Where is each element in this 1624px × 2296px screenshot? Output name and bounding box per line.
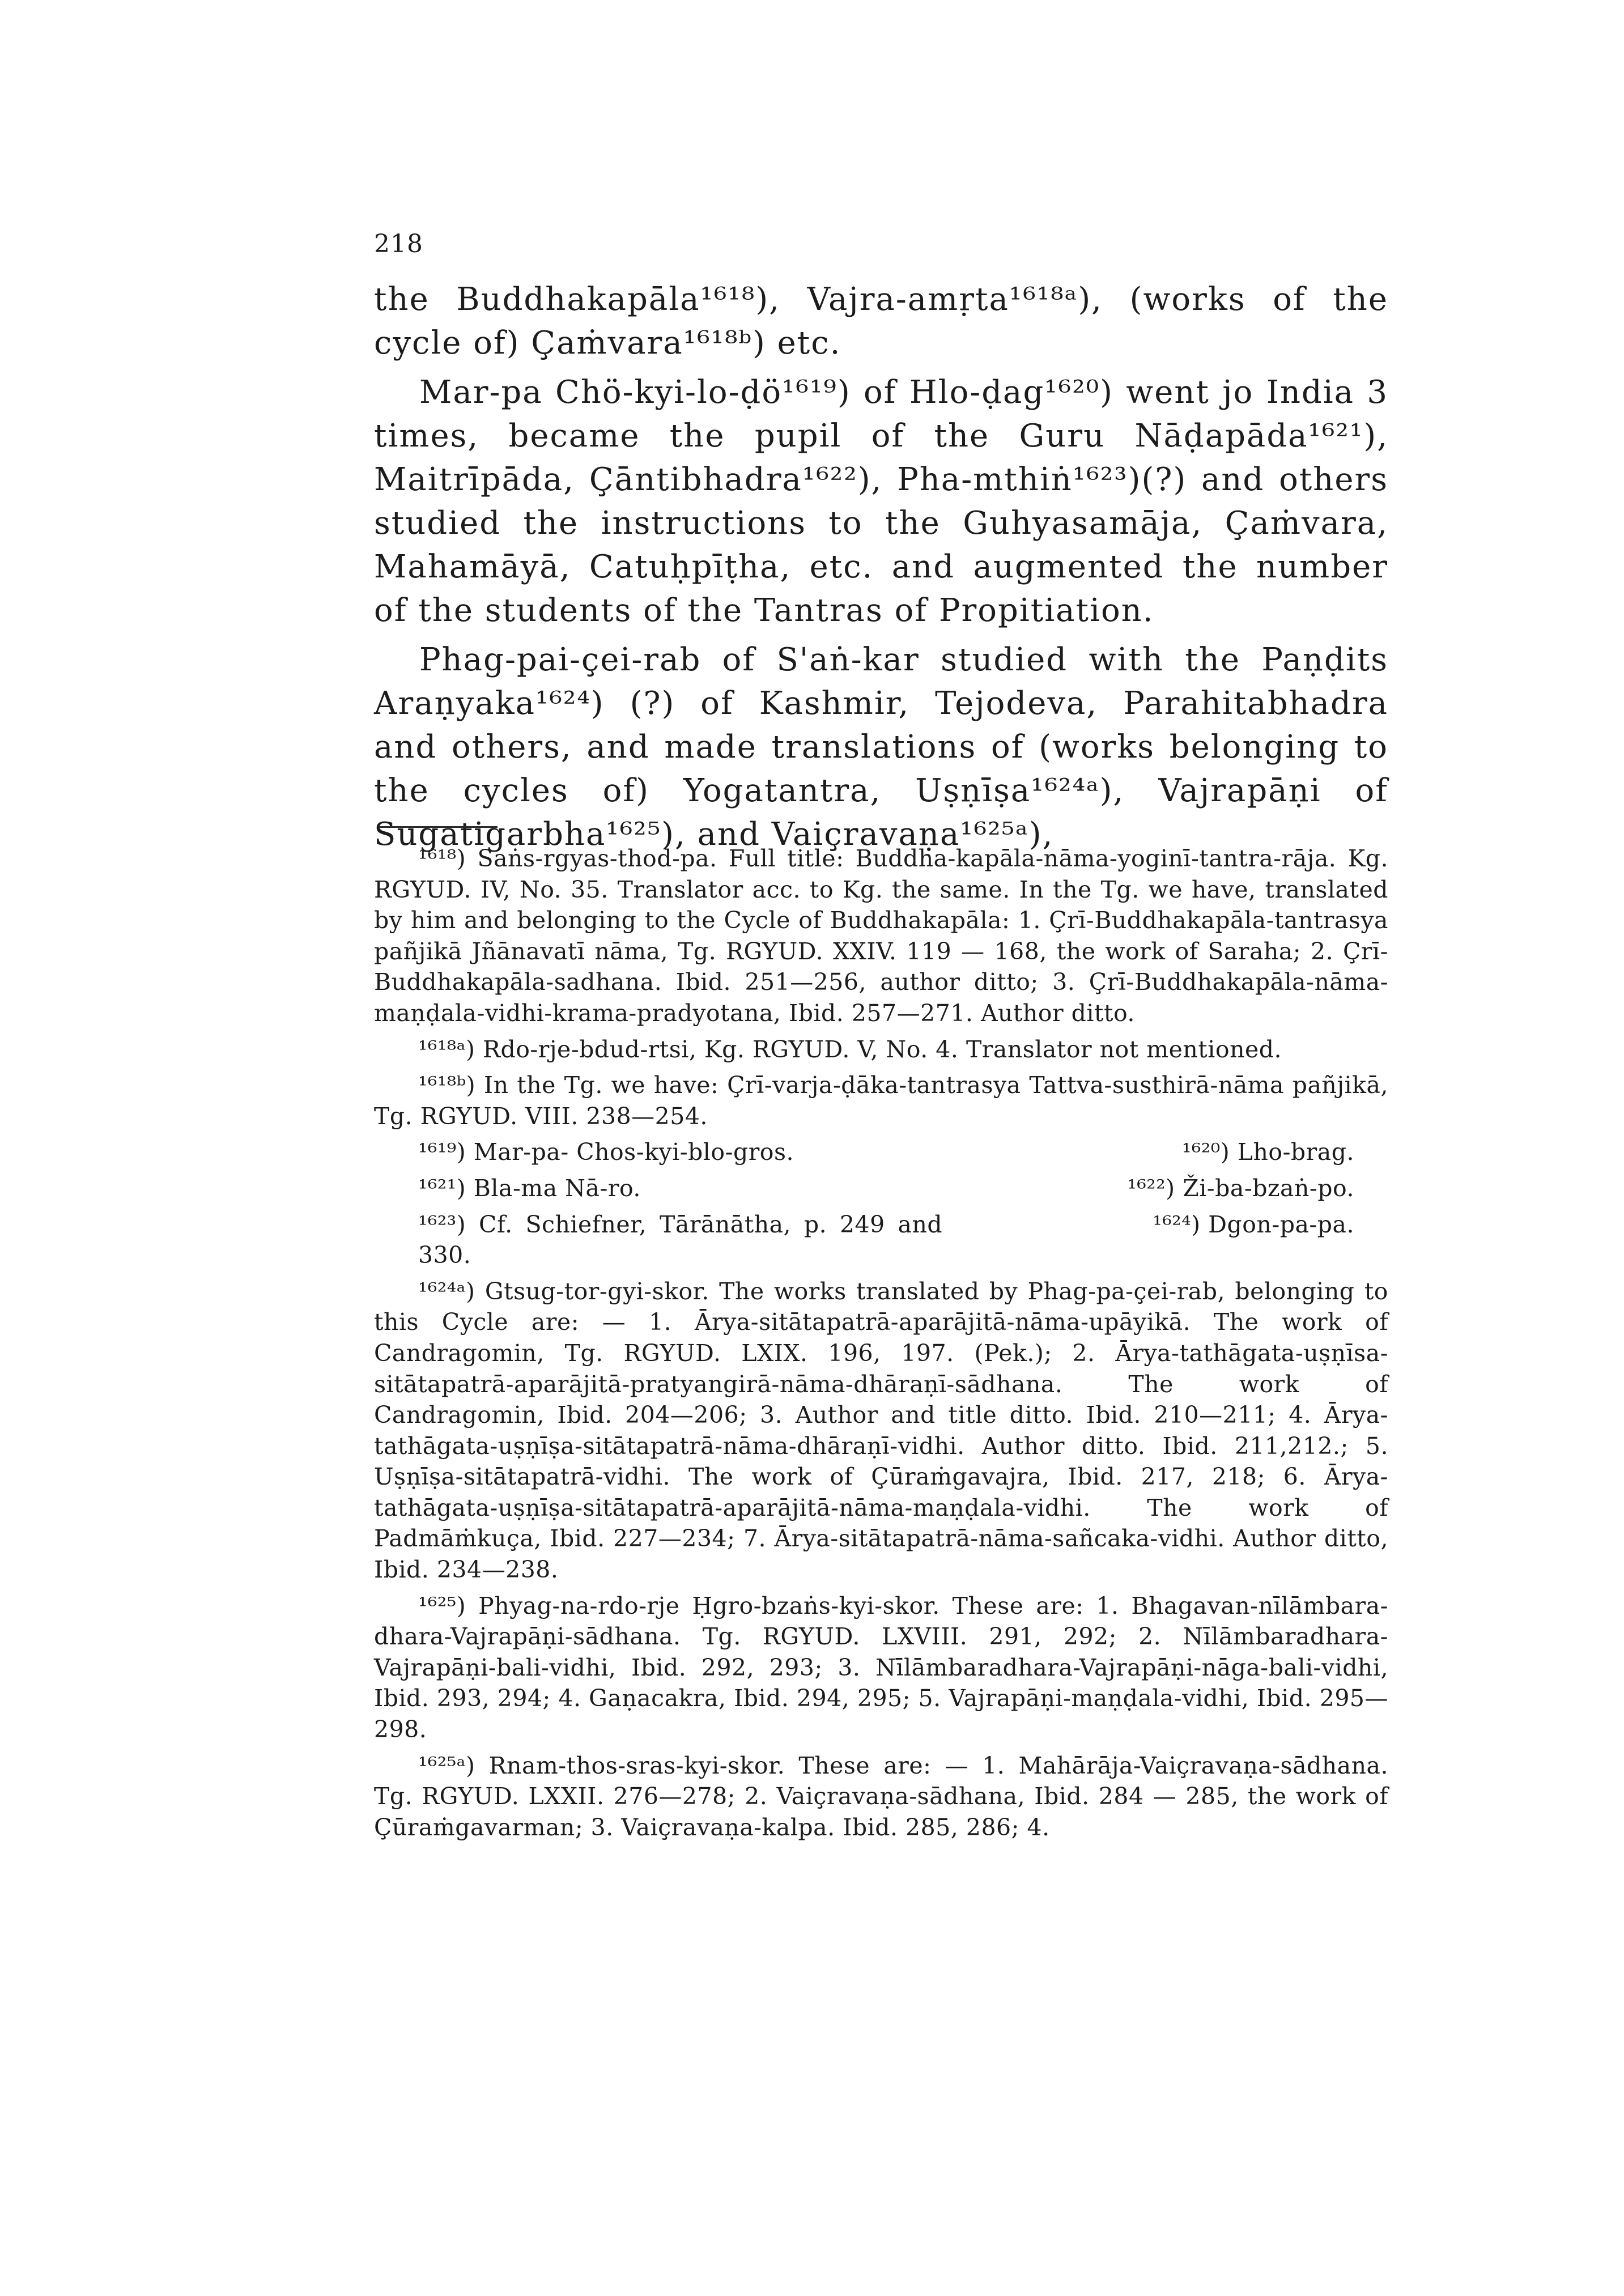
footnote-row-1623-1624 xyxy=(374,1209,1388,1271)
footnote-separator xyxy=(379,826,498,828)
footnote-row-1621-1622 xyxy=(374,1173,1388,1204)
footnote-1619: ¹⁶¹⁹) Mar-pa- Chos-kyi-blo-gros. xyxy=(418,1138,794,1166)
main-text xyxy=(374,278,1388,856)
footnote-1625: ¹⁶²⁵) Phyag-na-rdo-rje Ḥgro-bzaṅs-kyi-skor. These are: 1. Bhagavan-nīlāmbara-dhara-Vajrapāṇi-sādhana. Tg. RGYUD. LXVIII. 291, 292; 2. Nīlāmbaradhara-Vajrapāṇi-bali-vidhi, Ibid. 292, 293; 3. Nīlāmbaradhara-Vajrapāṇi-nāga-bali-vidhi, Ibid. 293, 294; 4. Gaṇacakra, Ibid. 294, 295; 5. Vajrapāṇi-maṇḍala-vidhi, Ibid. 295—298. xyxy=(374,1592,1388,1744)
footnote-1623: ¹⁶²³) Cf. Schiefner, Tārānātha, p. 249 and 330. xyxy=(418,1210,943,1269)
footnote-1618b: ¹⁶¹⁸ᵇ) In the Tg. we have: Çrī-varja-ḍāka-tantrasya Tattva-susthirā-nāma pañjikā, Tg. RGYUD. VIII. 238—254. xyxy=(374,1072,1388,1130)
footnote-row-1619-1620 xyxy=(374,1137,1388,1168)
footnote-1620: ¹⁶²⁰) Lho-brag. xyxy=(1181,1138,1354,1166)
paragraph-2: Mar-pa Chö-kyi-lo-ḍö¹⁶¹⁹) of Hlo-ḍag¹⁶²⁰) went jo India 3 times, became the pupil of the Guru Nāḍapāda¹⁶²¹), Maitrīpāda, Çāntibhadra¹⁶²²), Pha-mthiṅ¹⁶²³)(?) and others studied the instructions to the Guhyasamāja, Çaṁvara, Mahamāyā, Catuḥpīṭha, etc. and augmented the number of the students of the Tantras of Propitiation. xyxy=(374,374,1388,629)
paragraph-3: Phag-pai-çei-rab of S'aṅ-kar studied with the Paṇḍits Araṇyaka¹⁶²⁴) (?) of Kashmir, Tejodeva, Parahitabhadra and others, and made translations of (works belonging to the cycles of) Yogatantra, Uṣṇīṣa¹⁶²⁴ᵃ), Vajrapāṇi of Sugatigarbha¹⁶²⁵), and Vaiçravaṇa¹⁶²⁵ᵃ), xyxy=(374,641,1388,853)
footnote-1618a: ¹⁶¹⁸ᵃ) Rdo-rje-bdud-rtsi, Kg. RGYUD. V, No. 4. Translator not mentioned. xyxy=(418,1035,1282,1063)
footnote-1618: ¹⁶¹⁸) Saṅs-rgyas-thod-pa. Full title: Buddha-kapāla-nāma-yoginī-tantra-rāja. Kg. RGYUD. IV, No. 35. Translator acc. to Kg. the same. In the Tg. we have, translated by him and belonging to the Cycle of Buddhakapāla: 1. Çrī-Buddhakapāla-tantrasya pañjikā Jñānavatī nāma, Tg. RGYUD. XXIV. 119 — 168, the work of Saraha; 2. Çrī-Buddhakapāla-sadhana. Ibid. 251—256, author ditto; 3. Çrī-Buddhakapāla-nāma-maṇḍala-vidhi-krama-pradyotana, Ibid. 257—271. Author ditto. xyxy=(374,845,1388,1027)
page-number: 218 xyxy=(374,229,423,258)
footnote-1621: ¹⁶²¹) Bla-ma Nā-ro. xyxy=(418,1174,641,1202)
footnotes xyxy=(374,843,1388,1843)
footnote-1625a: ¹⁶²⁵ᵃ) Rnam-thos-sras-kyi-skor. These are: — 1. Mahārāja-Vaiçravaṇa-sādhana. Tg. RGYUD. LXXII. 276—278; 2. Vaiçravaṇa-sādhana, Ibid. 284 — 285, the work of Çūraṁgavarman; 3. Vaiçravaṇa-kalpa. Ibid. 285, 286; 4. xyxy=(374,1751,1388,1841)
footnote-1624: ¹⁶²⁴) Dgon-pa-pa. xyxy=(1153,1210,1354,1238)
paragraph-1: the Buddhakapāla¹⁶¹⁸), Vajra-amṛta¹⁶¹⁸ᵃ), (works of the cycle of) Çaṁvara¹⁶¹⁸ᵇ) etc. xyxy=(374,281,1388,362)
footnote-1624a: ¹⁶²⁴ᵃ) Gtsug-tor-gyi-skor. The works translated by Phag-pa-çei-rab, belonging to this Cycle are: — 1. Ārya-sitātapatrā-aparājitā-nāma-upāyikā. The work of Candragomin, Tg. RGYUD. LXIX. 196, 197. (Pek.); 2. Ārya-tathāgata-uṣṇīsa-sitātapatrā-aparājitā-pratyangirā-nāma-dhāraṇī-sādhana. The work of Candragomin, Ibid. 204—206; 3. Author and title ditto. Ibid. 210—211; 4. Ārya-tathāgata-uṣṇīṣa-sitātapatrā-nāma-dhāraṇī-vidhi. Author ditto. Ibid. 211,212.; 5. Uṣṇīṣa-sitātapatrā-vidhi. The work of Çūraṁgavajra, Ibid. 217, 218; 6. Ārya-tathāgata-uṣṇīṣa-sitātapatrā-aparājitā-nāma-maṇḍala-vidhi. The work of Padmāṁkuça, Ibid. 227—234; 7. Ārya-sitātapatrā-nāma-sañcaka-vidhi. Author ditto, Ibid. 234—238. xyxy=(374,1277,1388,1584)
footnote-1622: ¹⁶²²) Ži-ba-bzaṅ-po. xyxy=(1127,1174,1354,1202)
